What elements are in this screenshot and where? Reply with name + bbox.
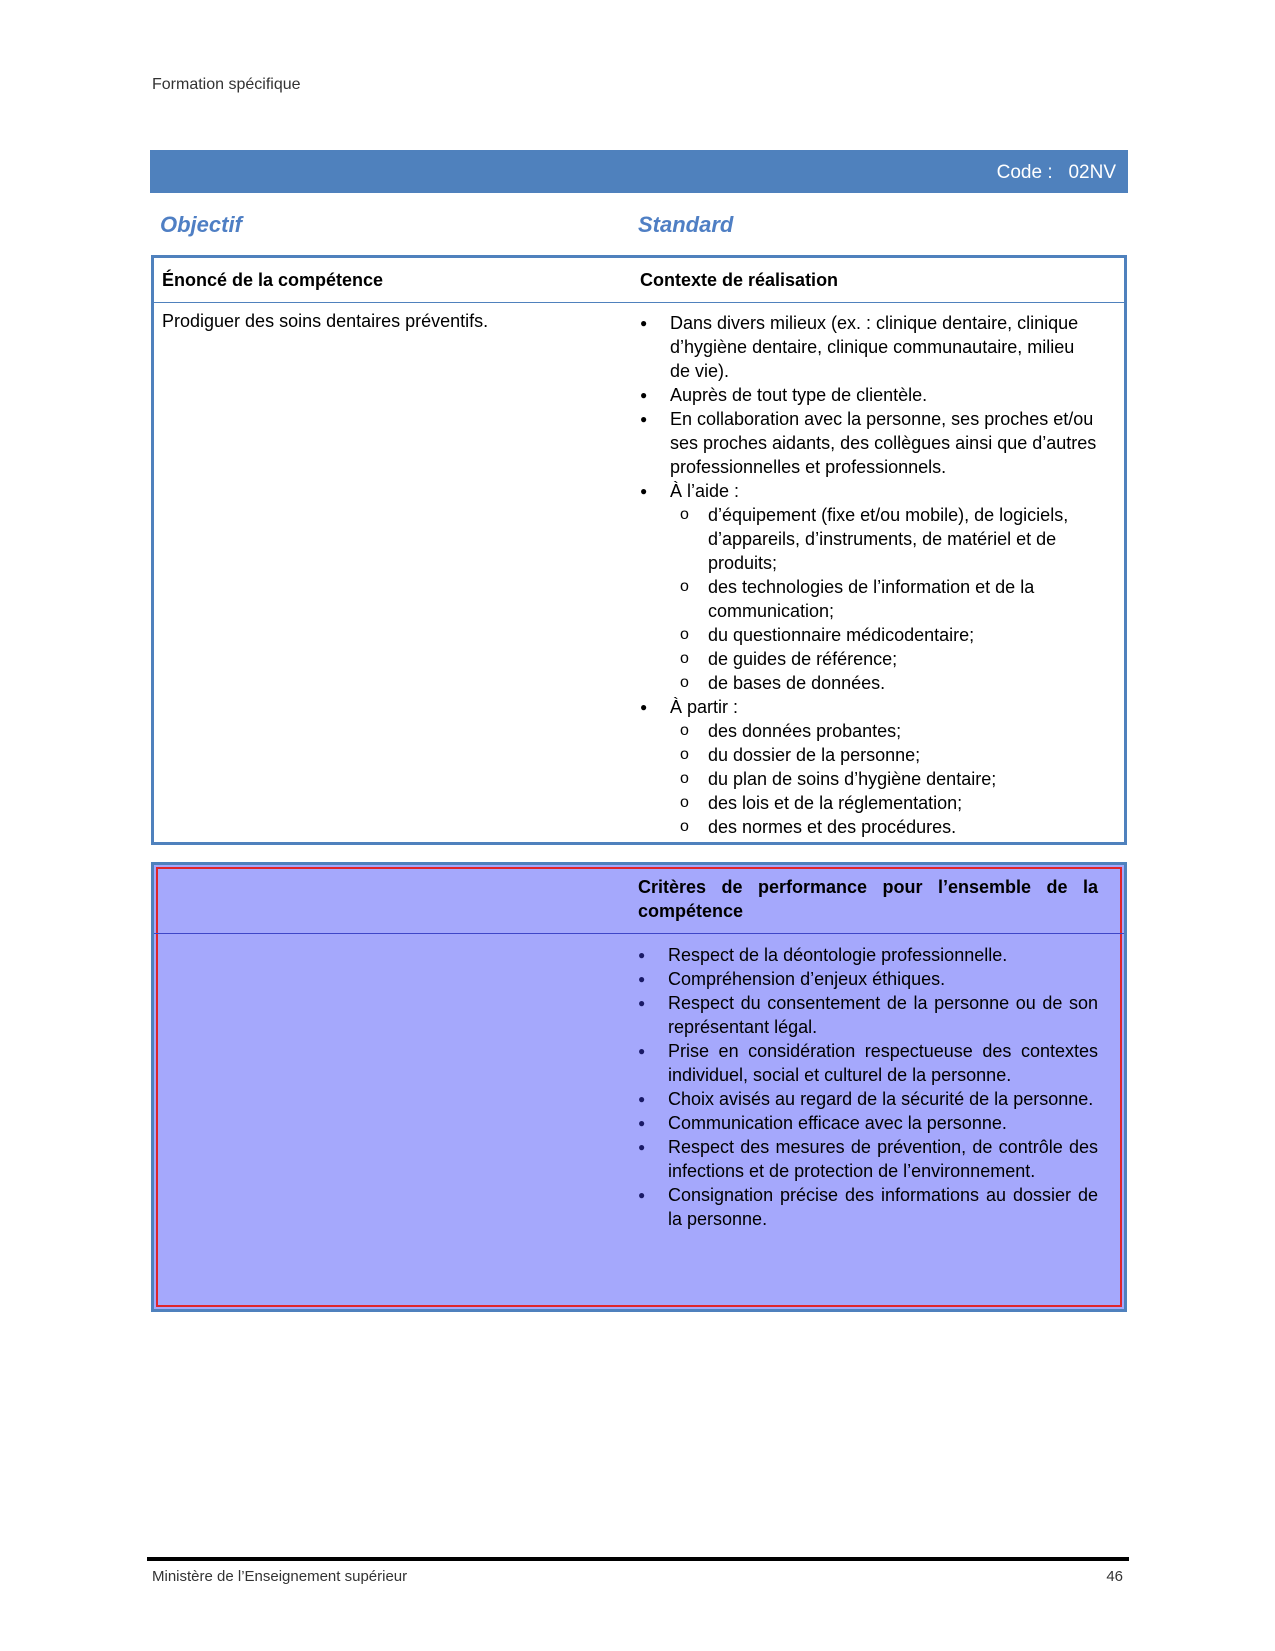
context-item bbox=[640, 407, 1098, 479]
code-label: Code : bbox=[996, 162, 1053, 183]
context-subitem: o d’équipement (fixe et/ou mobile), de logiciels, d’appareils, d’instruments, de matériel et de produits; bbox=[670, 503, 1098, 575]
competency-statement-header: Énoncé de la compétence bbox=[162, 270, 384, 290]
criterion-item: ● Choix avisés au regard de la sécurité de la personne. bbox=[638, 1087, 1098, 1111]
criterion-item: ● Consignation précise des informations au dossier de la personne. bbox=[638, 1183, 1098, 1231]
competency-statement: Prodiguer des soins dentaires préventifs. bbox=[162, 311, 489, 331]
context-item-text: En collaboration avec la personne, ses proches et/ou ses proches aidants, des collègues ainsi que d’autres professionnelles et professionnels. bbox=[670, 409, 1097, 477]
criteria-list bbox=[638, 943, 1098, 1231]
context-subitem: o des lois et de la réglementation; bbox=[670, 791, 1098, 815]
context-subitem: o de guides de référence; bbox=[670, 647, 1098, 671]
context-item bbox=[640, 311, 1098, 383]
footer-ministry: Ministère de l’Enseignement supérieur bbox=[152, 1568, 408, 1585]
context-subitem: o du plan de soins d’hygiène dentaire; bbox=[670, 767, 1098, 791]
context-subitem: o de bases de données. bbox=[670, 671, 1098, 695]
context-item bbox=[640, 383, 1098, 407]
criteria-header: Critères de performance pour l’ensemble de la compétence bbox=[638, 877, 1098, 921]
context-header: Contexte de réalisation bbox=[640, 270, 839, 290]
context-sublist bbox=[670, 503, 1098, 695]
code-bar bbox=[150, 150, 1128, 193]
page-number: 46 bbox=[1106, 1568, 1123, 1585]
context-item bbox=[640, 695, 1098, 839]
criterion-item: ● Prise en considération respectueuse des contextes individuel, social et culturel de la personne. bbox=[638, 1039, 1098, 1087]
context-item bbox=[640, 479, 1098, 695]
context-subitem: o des technologies de l’information et de la communication; bbox=[670, 575, 1098, 623]
footer-rule bbox=[147, 1557, 1129, 1561]
criterion-item: ● Respect de la déontologie professionnelle. bbox=[638, 943, 1098, 967]
criteria-table-header bbox=[154, 865, 1124, 934]
competency-table-header bbox=[154, 258, 1124, 303]
context-item-text: Dans divers milieux (ex. : clinique dentaire, clinique d’hygiène dentaire, clinique communautaire, milieu de vie). bbox=[670, 313, 1079, 381]
standard-label: Standard bbox=[638, 212, 734, 237]
criterion-item: ● Compréhension d’enjeux éthiques. bbox=[638, 967, 1098, 991]
criteria-table bbox=[151, 862, 1127, 1312]
criterion-item: ● Communication efficace avec la personne. bbox=[638, 1111, 1098, 1135]
competency-code bbox=[997, 162, 1116, 184]
context-subitem: o des normes et des procédures. bbox=[670, 815, 1098, 839]
context-subitem: o du dossier de la personne; bbox=[670, 743, 1098, 767]
objective-label: Objectif bbox=[160, 212, 242, 237]
criterion-item: ● Respect du consentement de la personne ou de son représentant légal. bbox=[638, 991, 1098, 1039]
context-item-text: Auprès de tout type de clientèle. bbox=[670, 385, 928, 405]
context-list bbox=[640, 311, 1098, 839]
context-subitem: o des données probantes; bbox=[670, 719, 1098, 743]
context-subitem: o du questionnaire médicodentaire; bbox=[670, 623, 1098, 647]
context-item-text: À partir : bbox=[670, 697, 739, 717]
criterion-item: ● Respect des mesures de prévention, de contrôle des infections et de protection de l’environnement. bbox=[638, 1135, 1098, 1183]
code-value: 02NV bbox=[1068, 162, 1116, 183]
running-header: Formation spécifique bbox=[152, 76, 301, 93]
context-item-text: À l’aide : bbox=[670, 481, 740, 501]
competency-table bbox=[151, 255, 1127, 845]
context-sublist bbox=[670, 719, 1098, 839]
